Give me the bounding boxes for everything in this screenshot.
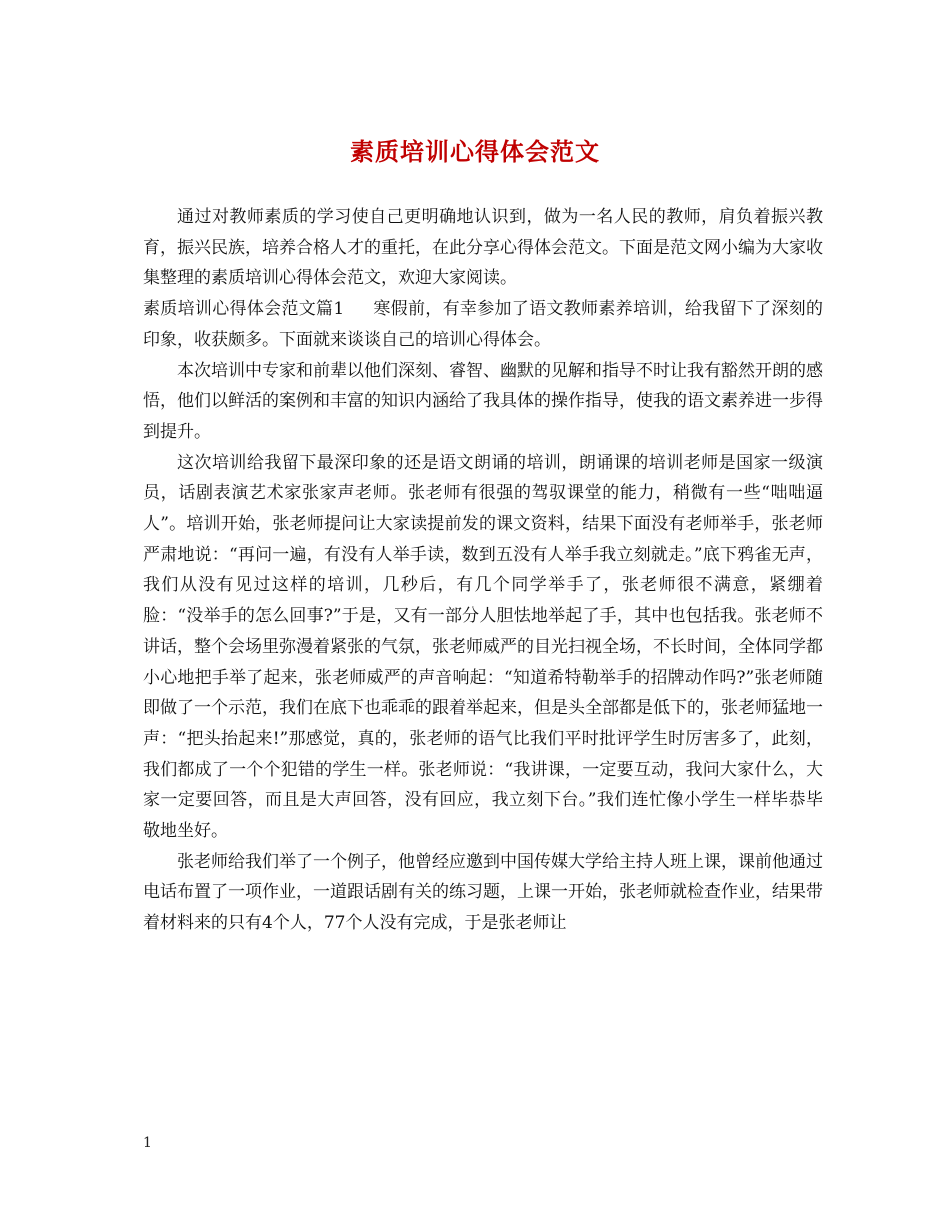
document-title: 素质培训心得体会范文 bbox=[350, 137, 600, 166]
body-paragraph: 本次培训中专家和前辈以他们深刻、睿智、幽默的见解和指导不时让我有豁然开朗的感悟，他们以鲜活的案例和丰富的知识内涵给了我具体的操作指导，使我的语文素养进一步得到提升。 bbox=[143, 360, 823, 442]
section-first-text: 寒假前，有幸参加了语文教师素养培训，给我留下了深刻的印象，收获颇多。下面就来谈谈自己的培训心得体会。 bbox=[143, 299, 823, 350]
section-paragraph bbox=[143, 294, 823, 355]
intro-paragraph: 通过对教师素质的学习使自己更明确地认识到，做为一名人民的教师，肩负着振兴教育，振兴民族，培养合格人才的重托，在此分享心得体会范文。下面是范文网小编为大家收集整理的素质培训心得体会范文，欢迎大家阅读。 bbox=[143, 207, 823, 289]
body-paragraph: 张老师给我们举了一个例子，他曾经应邀到中国传媒大学给主持人班上课，课前他通过电话布置了一项作业，一道跟话剧有关的练习题，上课一开始，张老师就检查作业，结果带着材料来的只有4个人，77个人没有完成，于是张老师让 bbox=[143, 851, 823, 934]
page-number: 1 bbox=[143, 1135, 152, 1151]
section-heading: 素质培训心得体会范文篇1 bbox=[143, 299, 345, 320]
document-body bbox=[143, 202, 823, 939]
body-paragraph: 这次培训给我留下最深印象的还是语文朗诵的培训，朗诵课的培训老师是国家一级演员，话剧表演艺术家张家声老师。张老师有很强的驾驭课堂的能力，稍微有一些“咄咄逼人”。培训开始，张老师提问让大家读提前发的课文资料，结果下面没有老师举手，张老师严肃地说：“再问一遍，有没有人举手读，数到五没有人举手我立刻就走。”底下鸦雀无声，我们从没有见过这样的培训，几秒后，有几个同学举手了，张老师很不满意，紧绷着脸：“没举手的怎么回事?”于是，又有一部分人胆怯地举起了手，其中也包括我。张老师不讲话，整个会场里弥漫着紧张的气氛，张老师威严的目光扫视全场，不长时间，全体同学都小心地把手举了起来，张老师威严的声音响起：“知道希特勒举手的招牌动作吗?”张老师随即做了一个示范，我们在底下也乖乖的跟着举起来，但是头全部都是低下的，张老师猛地一声：“把头抬起来!”那感觉，真的，张老师的语气比我们平时批评学生时厉害多了，此刻，我们都成了一个个犯错的学生一样。张老师说：“我讲课，一定要互动，我问大家什么，大家一定要回答，而且是大声回答，没有回应，我立刻下台。”我们连忙像小学生一样毕恭毕敬地坐好。 bbox=[143, 452, 823, 842]
